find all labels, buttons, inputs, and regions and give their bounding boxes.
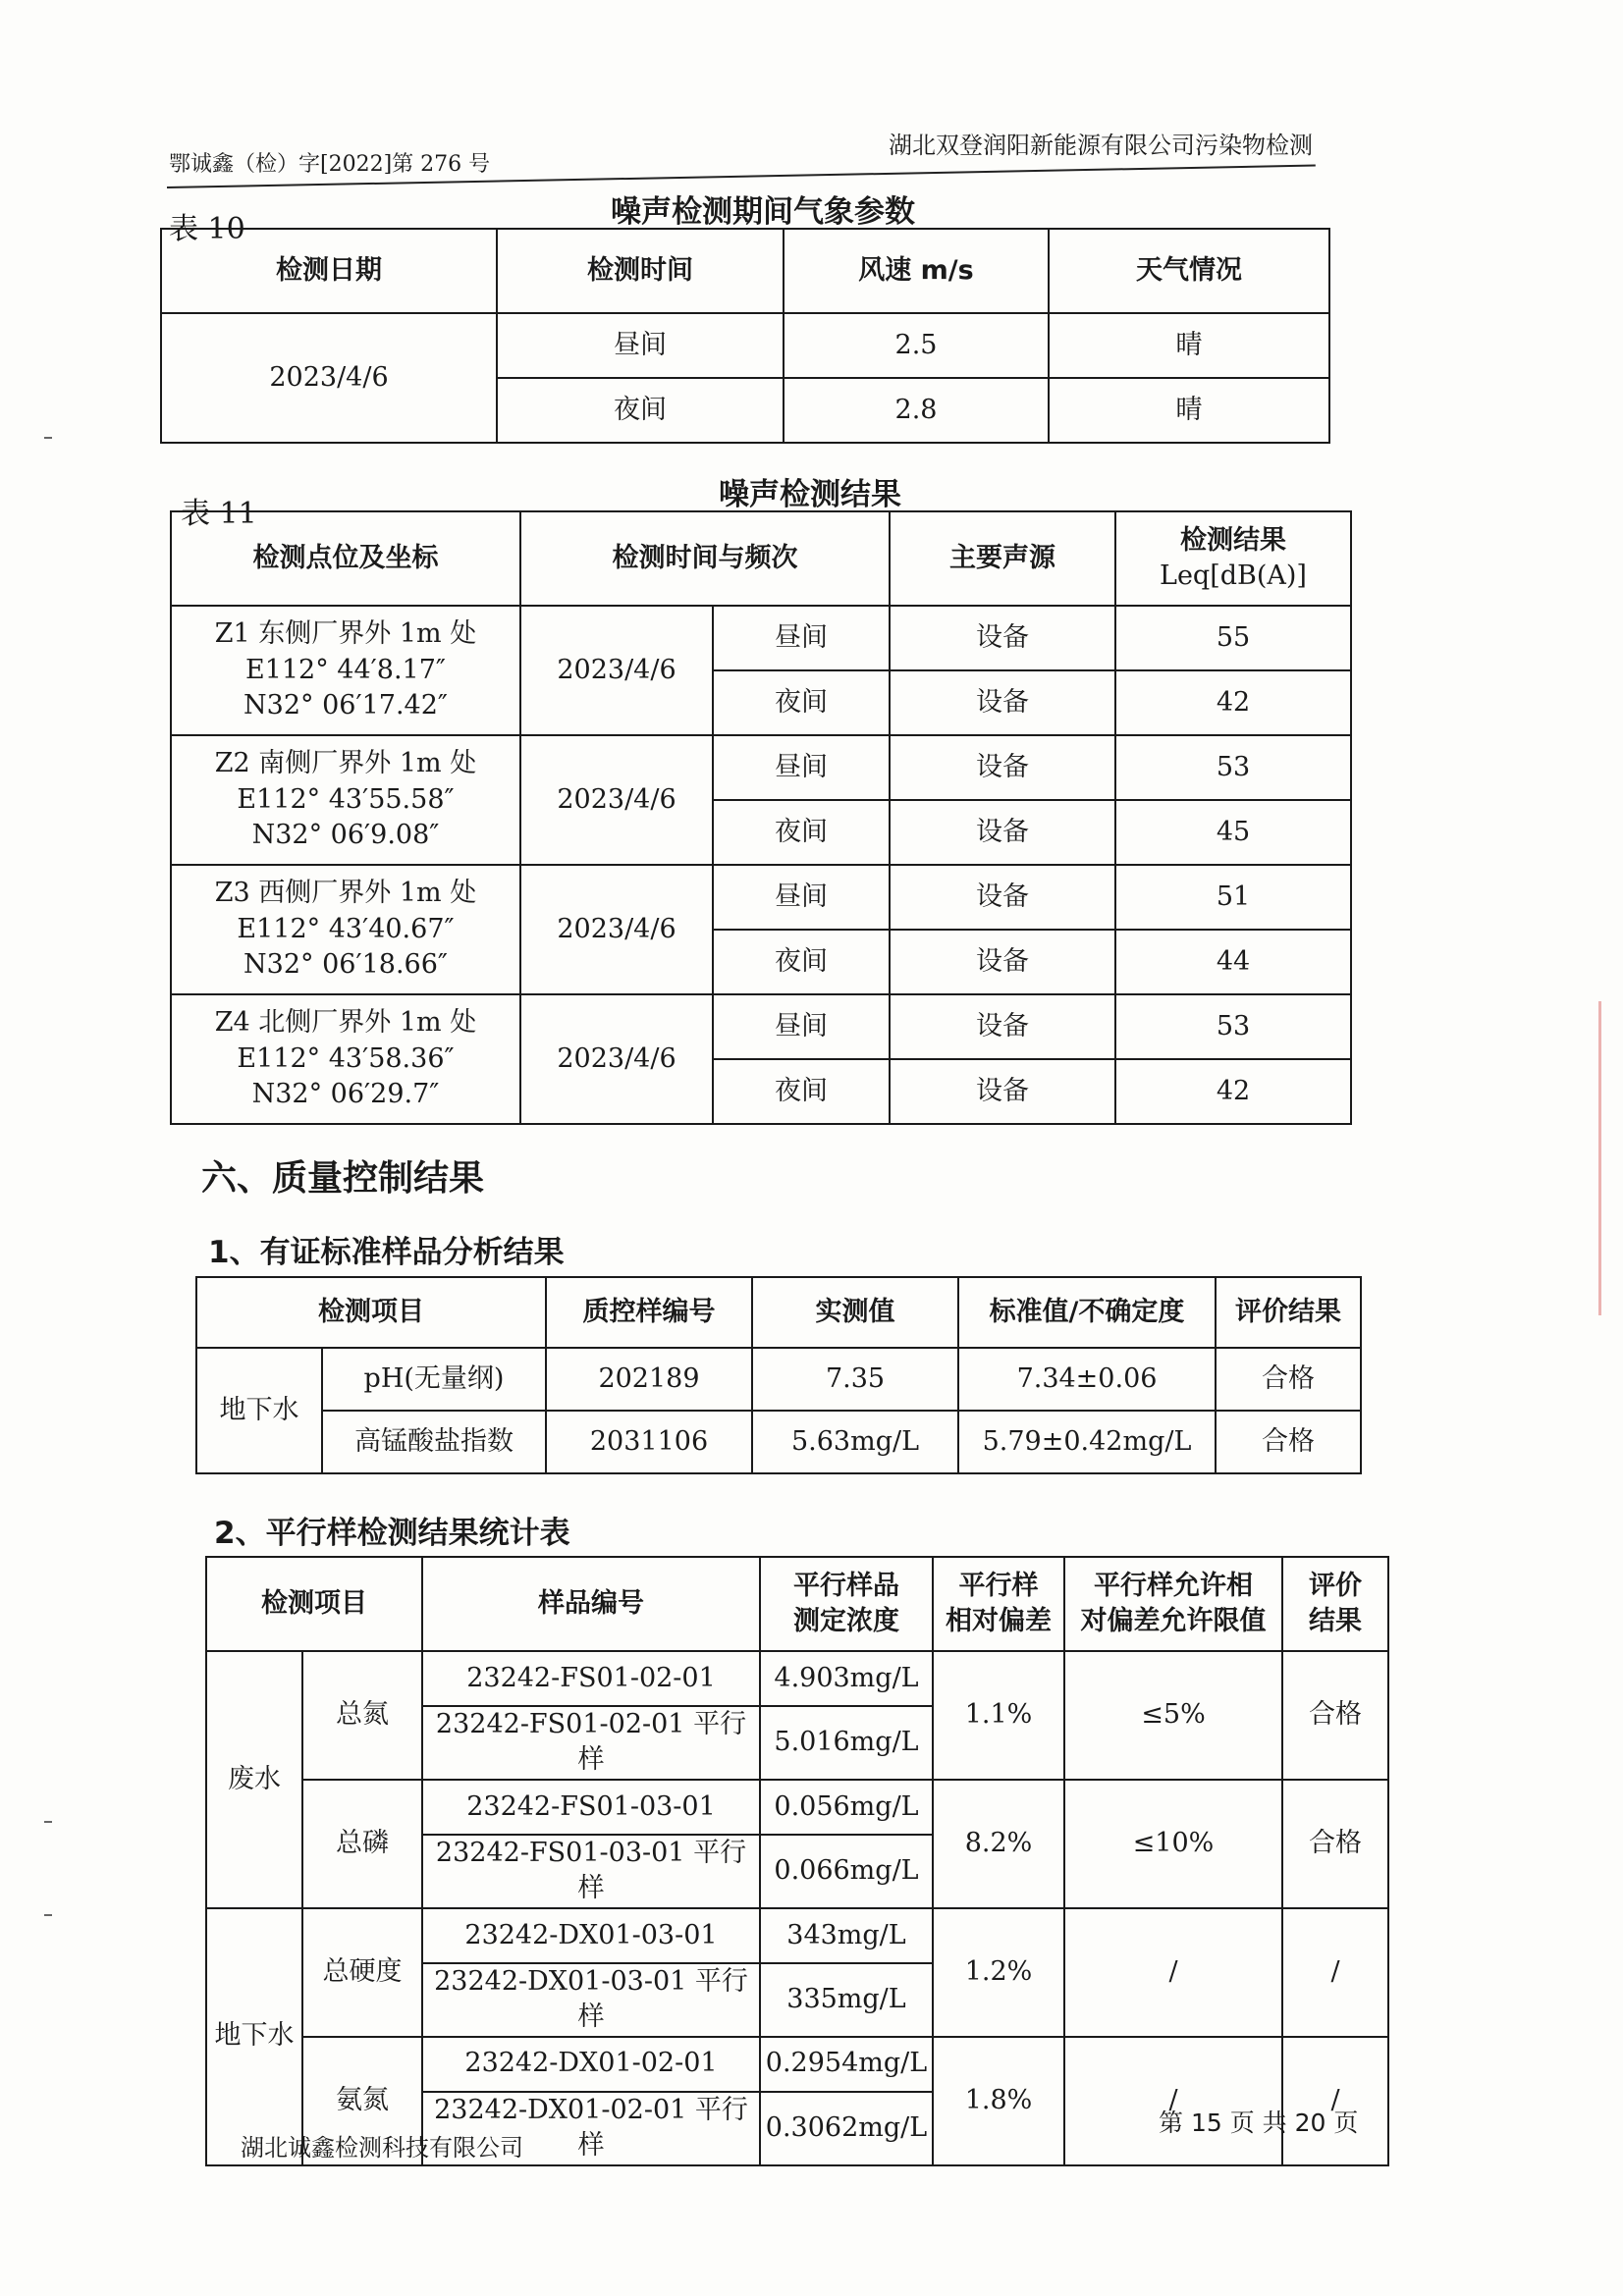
column-header-line: 平行样允许相 xyxy=(1094,1570,1253,1601)
column-header: 样品编号 xyxy=(422,1557,760,1651)
detection-date: 2023/4/6 xyxy=(520,606,713,735)
detection-time: 夜间 xyxy=(497,378,784,443)
detection-date: 2023/4/6 xyxy=(520,735,713,865)
leq-value: 55 xyxy=(1115,606,1351,670)
leq-value: 53 xyxy=(1115,994,1351,1059)
table11-title: 噪声检测结果 xyxy=(719,477,901,512)
footer-page-number: 第 15 页 共 20 页 xyxy=(1159,2109,1359,2137)
table-header-row xyxy=(161,229,1329,313)
qc-standard-table xyxy=(195,1276,1362,1474)
measured-value: 5.63mg/L xyxy=(752,1411,958,1473)
scan-mark xyxy=(44,1914,52,1916)
item-name: 总磷 xyxy=(302,1780,422,1908)
point-cell xyxy=(171,994,520,1124)
point-name: Z1 东侧厂界外 1m 处 xyxy=(214,618,477,650)
sample-id: 23242-DX01-03-01 xyxy=(422,1908,760,1963)
footer-company: 湖北诚鑫检测科技有限公司 xyxy=(241,2134,523,2162)
point-longitude: E112° 43′55.58″ xyxy=(237,783,455,815)
sound-source: 设备 xyxy=(890,994,1115,1059)
evaluation-result: / xyxy=(1282,1908,1388,2037)
subsection-heading-1: 1、有证标准样品分析结果 xyxy=(208,1235,565,1270)
sound-source: 设备 xyxy=(890,670,1115,735)
period: 昼间 xyxy=(713,865,890,930)
detection-time: 昼间 xyxy=(497,313,784,378)
concentration: 335mg/L xyxy=(760,1963,933,2037)
column-header: 评价结果 xyxy=(1216,1277,1361,1348)
column-header: 检测点位及坐标 xyxy=(171,511,520,606)
leq-value: 51 xyxy=(1115,865,1351,930)
leq-value: 42 xyxy=(1115,670,1351,735)
concentration: 0.3062mg/L xyxy=(760,2092,933,2165)
evaluation-result: 合格 xyxy=(1216,1411,1361,1473)
document-number: 鄂诚鑫（检）字[2022]第 276 号 xyxy=(169,152,491,177)
category: 废水 xyxy=(206,1651,302,1908)
point-longitude: E112° 43′40.67″ xyxy=(237,913,455,944)
subsection-heading-2: 2、平行样检测结果统计表 xyxy=(214,1516,570,1551)
sound-source: 设备 xyxy=(890,1059,1115,1124)
table-row xyxy=(171,994,1351,1059)
column-header: 检测项目 xyxy=(206,1557,422,1651)
sample-id: 2031106 xyxy=(546,1411,752,1473)
weather: 晴 xyxy=(1049,313,1329,378)
relative-deviation: 1.1% xyxy=(933,1651,1064,1780)
column-header: 检测项目 xyxy=(196,1277,546,1348)
column-header xyxy=(1282,1557,1388,1651)
scan-mark xyxy=(44,1821,52,1823)
point-cell xyxy=(171,606,520,735)
leq-value: 45 xyxy=(1115,800,1351,865)
item-name: 总硬度 xyxy=(302,1908,422,2037)
table-header-row xyxy=(171,511,1351,606)
category: 地下水 xyxy=(196,1348,322,1473)
period: 昼间 xyxy=(713,994,890,1059)
detection-date: 2023/4/6 xyxy=(520,994,713,1124)
sample-id: 23242-DX01-02-01 平行样 xyxy=(422,2092,760,2165)
weather: 晴 xyxy=(1049,378,1329,443)
column-header xyxy=(1064,1557,1282,1651)
sample-id: 23242-DX01-03-01 平行样 xyxy=(422,1963,760,2037)
concentration: 5.016mg/L xyxy=(760,1706,933,1780)
column-header-line: 检测结果 xyxy=(1180,524,1286,556)
deviation-limit: / xyxy=(1064,1908,1282,2037)
detection-date: 2023/4/6 xyxy=(161,313,497,443)
noise-results-table xyxy=(170,510,1352,1125)
standard-value: 5.79±0.42mg/L xyxy=(958,1411,1216,1473)
evaluation-result: / xyxy=(1282,2037,1388,2165)
detection-date: 2023/4/6 xyxy=(520,865,713,994)
table-header-row xyxy=(206,1557,1388,1651)
table10-title: 噪声检测期间气象参数 xyxy=(611,194,915,230)
evaluation-result: 合格 xyxy=(1282,1780,1388,1908)
column-header-line: 结果 xyxy=(1309,1606,1362,1636)
point-cell xyxy=(171,735,520,865)
sound-source: 设备 xyxy=(890,800,1115,865)
column-header: 检测时间与频次 xyxy=(520,511,890,606)
table-row xyxy=(171,606,1351,670)
deviation-limit: ≤10% xyxy=(1064,1780,1282,1908)
point-name: Z3 西侧厂界外 1m 处 xyxy=(214,878,477,909)
point-name: Z4 北侧厂界外 1m 处 xyxy=(214,1007,477,1039)
deviation-limit: / xyxy=(1064,2037,1282,2165)
relative-deviation: 8.2% xyxy=(933,1780,1064,1908)
table-header-row xyxy=(196,1277,1361,1348)
table-row xyxy=(206,1651,1388,1706)
weather-table xyxy=(160,228,1330,444)
sample-id: 23242-FS01-02-01 xyxy=(422,1651,760,1706)
sound-source: 设备 xyxy=(890,735,1115,800)
sound-source: 设备 xyxy=(890,606,1115,670)
table-row xyxy=(206,1780,1388,1835)
column-header: 实测值 xyxy=(752,1277,958,1348)
table-row xyxy=(171,735,1351,800)
column-header: 风速 m/s xyxy=(784,229,1049,313)
column-header xyxy=(1115,511,1351,606)
table10-label: 表 10 xyxy=(169,212,245,246)
column-header-line: 平行样 xyxy=(958,1570,1039,1601)
measured-value: 7.35 xyxy=(752,1348,958,1411)
leq-value: 42 xyxy=(1115,1059,1351,1124)
point-latitude: N32° 06′9.08″ xyxy=(251,820,440,851)
table-row xyxy=(196,1348,1361,1411)
category: 地下水 xyxy=(206,1908,302,2165)
sample-id: 23242-DX01-02-01 xyxy=(422,2037,760,2092)
point-cell xyxy=(171,865,520,994)
item-name: 氨氮 xyxy=(302,2037,422,2165)
table-row xyxy=(161,313,1329,378)
period: 昼间 xyxy=(713,606,890,670)
scan-mark xyxy=(44,437,52,439)
table11-label: 表 11 xyxy=(181,497,257,531)
table-row xyxy=(206,2037,1388,2092)
standard-value: 7.34±0.06 xyxy=(958,1348,1216,1411)
column-header: 主要声源 xyxy=(890,511,1115,606)
column-header-line: 对偏差允许限值 xyxy=(1080,1606,1267,1636)
concentration: 343mg/L xyxy=(760,1908,933,1963)
period: 夜间 xyxy=(713,800,890,865)
period: 昼间 xyxy=(713,735,890,800)
evaluation-result: 合格 xyxy=(1216,1348,1361,1411)
column-header: 检测日期 xyxy=(161,229,497,313)
item: 高锰酸盐指数 xyxy=(322,1411,546,1473)
column-header: 标准值/不确定度 xyxy=(958,1277,1216,1348)
sample-id: 202189 xyxy=(546,1348,752,1411)
report-title: 湖北双登润阳新能源有限公司污染物检测 xyxy=(889,132,1313,159)
sample-id: 23242-FS01-02-01 平行样 xyxy=(422,1706,760,1780)
item: pH(无量纲) xyxy=(322,1348,546,1411)
deviation-limit: ≤5% xyxy=(1064,1651,1282,1780)
column-header-line: 评价 xyxy=(1309,1570,1362,1601)
wind-speed: 2.5 xyxy=(784,313,1049,378)
column-header-line: 测定浓度 xyxy=(793,1606,899,1636)
point-latitude: N32° 06′18.66″ xyxy=(243,949,448,981)
concentration: 0.2954mg/L xyxy=(760,2037,933,2092)
leq-value: 53 xyxy=(1115,735,1351,800)
point-latitude: N32° 06′17.42″ xyxy=(243,690,448,721)
column-header: 质控样编号 xyxy=(546,1277,752,1348)
period: 夜间 xyxy=(713,670,890,735)
column-header: 天气情况 xyxy=(1049,229,1329,313)
column-header: 检测时间 xyxy=(497,229,784,313)
point-latitude: N32° 06′29.7″ xyxy=(251,1079,440,1110)
column-header xyxy=(760,1557,933,1651)
relative-deviation: 1.2% xyxy=(933,1908,1064,2037)
column-header-line: 相对偏差 xyxy=(946,1606,1052,1636)
sample-id: 23242-FS01-03-01 平行样 xyxy=(422,1835,760,1908)
sound-source: 设备 xyxy=(890,930,1115,994)
column-header xyxy=(933,1557,1064,1651)
wind-speed: 2.8 xyxy=(784,378,1049,443)
sound-source: 设备 xyxy=(890,865,1115,930)
period: 夜间 xyxy=(713,1059,890,1124)
table-row xyxy=(171,865,1351,930)
column-header-unit: Leq[dB(A)] xyxy=(1160,561,1307,591)
column-header-line: 平行样品 xyxy=(793,1570,899,1601)
point-longitude: E112° 43′58.36″ xyxy=(237,1042,455,1074)
point-longitude: E112° 44′8.17″ xyxy=(244,654,447,685)
item-name: 总氮 xyxy=(302,1651,422,1780)
leq-value: 44 xyxy=(1115,930,1351,994)
section-heading: 六、质量控制结果 xyxy=(201,1158,485,1199)
sample-id: 23242-FS01-03-01 xyxy=(422,1780,760,1835)
point-name: Z2 南侧厂界外 1m 处 xyxy=(214,748,477,779)
parallel-sample-table xyxy=(205,1556,1389,2166)
concentration: 4.903mg/L xyxy=(760,1651,933,1706)
period: 夜间 xyxy=(713,930,890,994)
concentration: 0.066mg/L xyxy=(760,1835,933,1908)
table-row xyxy=(196,1411,1361,1473)
evaluation-result: 合格 xyxy=(1282,1651,1388,1780)
stamp-edge-mark xyxy=(1598,1001,1623,1315)
table-row xyxy=(206,1908,1388,1963)
concentration: 0.056mg/L xyxy=(760,1780,933,1835)
relative-deviation: 1.8% xyxy=(933,2037,1064,2165)
